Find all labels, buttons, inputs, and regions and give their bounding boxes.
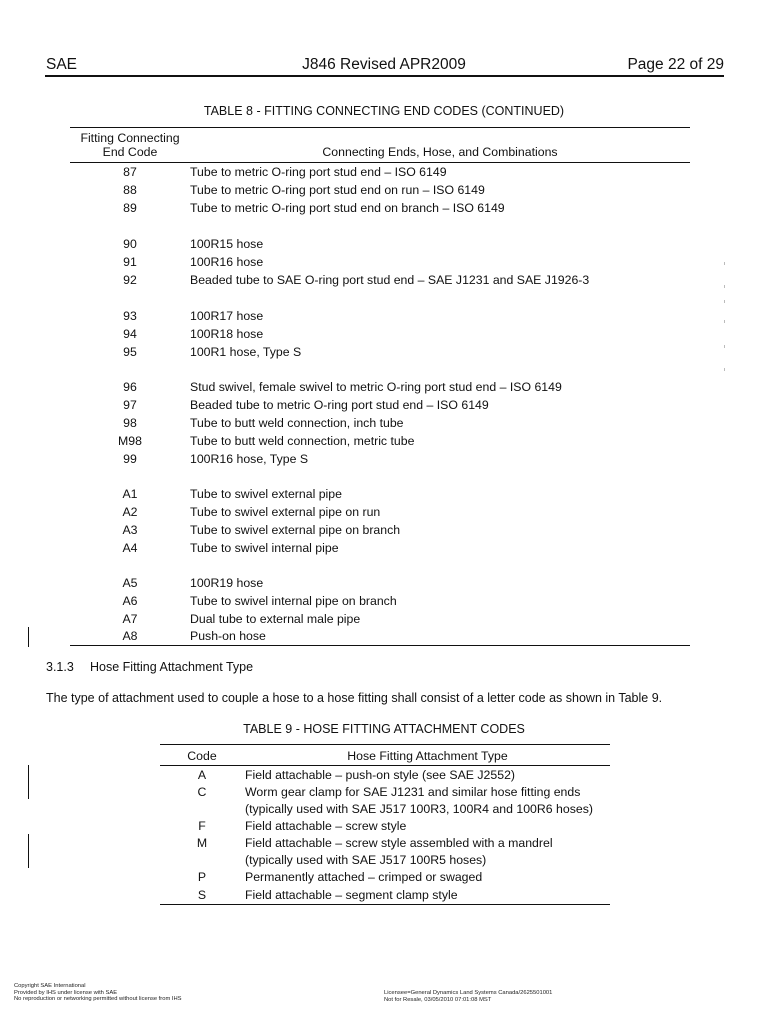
table-row: [70, 163, 690, 181]
row-code: A6: [122, 594, 138, 608]
table-row: [70, 539, 690, 557]
table-row: [70, 592, 690, 610]
row-description: Tube to swivel internal pipe: [190, 541, 339, 555]
table-row: [70, 378, 690, 396]
table-row: [160, 784, 610, 818]
row-description: Beaded tube to SAE O-ring port stud end – SAE J1231 and SAE J1926-3: [190, 273, 590, 287]
table9-header-rule: [160, 765, 610, 766]
table9-top-rule: [160, 744, 610, 745]
section-number: 3.1.3: [46, 660, 74, 674]
row-code: 99: [123, 452, 137, 466]
footer-license-line: Licensee=General Dynamics Land Systems Canada/2625501001: [384, 990, 553, 996]
row-description: Tube to swivel external pipe on run: [190, 505, 381, 519]
table-row: [160, 887, 610, 904]
row-code: 94: [123, 327, 137, 341]
margin-mark: [724, 345, 725, 348]
row-description: Tube to metric O-ring port stud end – ISO 6149: [190, 165, 447, 179]
row-code: 91: [123, 255, 137, 269]
table-row: [70, 627, 690, 645]
row-description: Push-on hose: [190, 629, 266, 643]
row-code: 93: [123, 309, 137, 323]
row-code: 95: [123, 345, 137, 359]
row-code: C: [197, 785, 207, 799]
table8-caption: TABLE 8 - FITTING CONNECTING END CODES (CONTINUED): [203, 104, 565, 118]
revision-change-bar: [28, 627, 29, 647]
row-description: [245, 887, 458, 904]
table8-col2-header: Connecting Ends, Hose, and Combinations: [322, 145, 558, 159]
row-code: A7: [122, 612, 138, 626]
row-description: Tube to butt weld connection, inch tube: [190, 416, 404, 430]
row-description: [245, 767, 515, 784]
row-code: S: [197, 888, 207, 902]
row-code: M98: [118, 434, 142, 448]
row-code: A5: [122, 576, 138, 590]
row-code: M: [196, 836, 208, 850]
header-document-id: J846 Revised APR2009: [302, 56, 466, 73]
row-code: 96: [123, 380, 137, 394]
table-row: [70, 414, 690, 432]
table9-col2-header: Hose Fitting Attachment Type: [347, 749, 508, 763]
row-description: Stud swivel, female swivel to metric O-ring port stud end – ISO 6149: [190, 380, 562, 394]
footer-copyright-line: Provided by IHS under license with SAE: [14, 989, 118, 996]
header-org: SAE: [46, 56, 78, 73]
row-description: 100R16 hose, Type S: [190, 452, 309, 466]
row-code: 88: [123, 183, 137, 197]
table-row: [70, 343, 690, 361]
row-description: Tube to butt weld connection, metric tube: [190, 434, 415, 448]
table-row: [70, 521, 690, 539]
row-code: 87: [123, 165, 137, 179]
table-row: [160, 818, 610, 835]
table-row: [70, 307, 690, 325]
table-row: [70, 325, 690, 343]
row-description: [245, 869, 482, 886]
section-title: Hose Fitting Attachment Type: [90, 660, 254, 674]
table-row: [70, 235, 690, 253]
row-code: A8: [122, 629, 138, 643]
table-row: [160, 767, 610, 784]
row-description: Tube to metric O-ring port stud end on run – ISO 6149: [190, 183, 485, 197]
revision-change-bar: [28, 765, 29, 799]
revision-change-bar: [28, 834, 29, 868]
table-row: [70, 450, 690, 468]
table-row: [70, 181, 690, 199]
table-row: [70, 432, 690, 450]
table-row: [70, 396, 690, 414]
row-code: A2: [122, 505, 138, 519]
row-description-line: (typically used with SAE J517 100R5 hoses): [245, 852, 487, 867]
row-code: 92: [123, 273, 137, 287]
table8-col1-header: [70, 131, 190, 159]
row-description-line: (typically used with SAE J517 100R3, 100R4 and 100R6 hoses): [245, 801, 593, 816]
row-description: 100R15 hose: [190, 237, 264, 251]
row-description: 100R17 hose: [190, 309, 264, 323]
row-description: [245, 784, 593, 817]
table8-col1-header-line2: End Code: [102, 145, 158, 159]
row-description: 100R18 hose: [190, 327, 264, 341]
row-description-line: Field attachable – push-on style (see SAE J2552): [245, 768, 516, 782]
table-row: [70, 610, 690, 628]
table-row: [70, 485, 690, 503]
row-description: Tube to metric O-ring port stud end on branch – ISO 6149: [190, 201, 505, 215]
footer-copyright: [14, 983, 182, 1003]
table8-bottom-rule: [70, 645, 690, 646]
table-row: [70, 574, 690, 592]
row-code: P: [197, 870, 207, 884]
table-row: [160, 835, 610, 869]
row-code: A: [197, 768, 207, 782]
header-page-number: Page 22 of 29: [627, 56, 724, 73]
row-description-line: Field attachable – screw style: [245, 819, 407, 833]
margin-mark: [724, 320, 725, 323]
table-row: [160, 869, 610, 886]
row-description: [245, 835, 553, 868]
row-code: A3: [122, 523, 138, 537]
row-description: Tube to swivel external pipe: [190, 487, 342, 501]
row-code: A4: [122, 541, 138, 555]
row-description: Tube to swivel external pipe on branch: [190, 523, 401, 537]
row-description: 100R16 hose: [190, 255, 264, 269]
table9-col1-header: Code: [187, 749, 217, 763]
table-row: [70, 253, 690, 271]
margin-mark: [724, 285, 725, 288]
margin-mark: [724, 368, 725, 371]
table-row: [70, 503, 690, 521]
footer-license: [384, 990, 552, 1003]
row-description-line: Field attachable – screw style assembled with a mandrel: [245, 836, 553, 850]
row-description: 100R19 hose: [190, 576, 264, 590]
row-description: Dual tube to external male pipe: [190, 612, 361, 626]
row-code: 97: [123, 398, 137, 412]
table8-col1-header-line1: Fitting Connecting: [80, 131, 180, 145]
section-paragraph: The type of attachment used to couple a hose to a hose fitting shall consist of a letter code as shown in Table 9.: [46, 691, 663, 705]
row-description: Beaded tube to metric O-ring port stud end – ISO 6149: [190, 398, 489, 412]
row-code: F: [198, 819, 206, 833]
table-row: [70, 271, 690, 289]
row-description: 100R1 hose, Type S: [190, 345, 302, 359]
margin-mark: [724, 262, 725, 265]
footer-copyright-line: Copyright SAE International: [14, 983, 86, 989]
row-code: A1: [122, 487, 138, 501]
row-description-line: Field attachable – segment clamp style: [245, 888, 458, 902]
row-code: 89: [123, 201, 137, 215]
footer-copyright-line: No reproduction or networking permitted without license from IHS: [14, 996, 182, 1003]
table-row: [70, 199, 690, 217]
table9-caption: TABLE 9 - HOSE FITTING ATTACHMENT CODES: [243, 722, 525, 736]
row-description: [245, 818, 406, 835]
table9-bottom-rule: [160, 904, 610, 905]
row-code: 98: [123, 416, 137, 430]
row-description: Tube to swivel internal pipe on branch: [190, 594, 397, 608]
header-rule: [45, 75, 724, 77]
table8-top-rule: [70, 127, 690, 128]
row-code: 90: [123, 237, 137, 251]
margin-mark: [724, 300, 725, 303]
footer-license-line: Not for Resale, 03/05/2010 07:01:08 MST: [384, 996, 492, 1003]
row-description-line: Worm gear clamp for SAE J1231 and similar hose fitting ends: [245, 785, 581, 799]
row-description-line: Permanently attached – crimped or swaged: [245, 870, 483, 884]
